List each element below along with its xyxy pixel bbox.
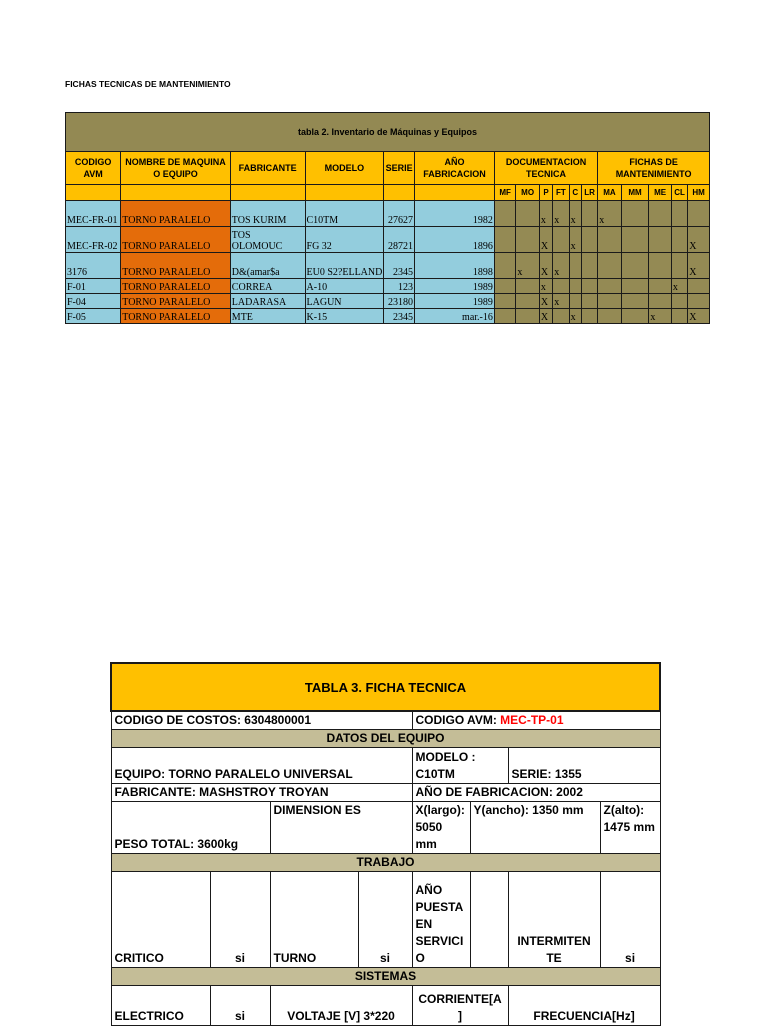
- cell-mark: [569, 279, 581, 294]
- subheader-ft: FT: [553, 185, 569, 201]
- ano-fabricacion: AÑO DE FABRICACION: 2002: [412, 784, 660, 802]
- cell-mark: x: [516, 253, 540, 279]
- table-row: [66, 279, 710, 294]
- subheader-me: ME: [649, 185, 672, 201]
- cell-mark: [688, 201, 710, 227]
- cell-mark: [649, 227, 672, 253]
- fabricante: FABRICANTE: MASHSTROY TROYAN: [111, 784, 412, 802]
- subheader-ma: MA: [598, 185, 622, 201]
- cell-mark: X: [539, 309, 552, 324]
- table-row: [66, 227, 710, 253]
- cell-mark: x: [569, 309, 581, 324]
- serie: SERIE: 1355: [508, 748, 660, 784]
- electrico-label: ELECTRICO: [111, 986, 210, 1026]
- cell-ano: 1989: [415, 294, 495, 309]
- header-ano: AÑO FABRICACION: [415, 152, 495, 185]
- cell-mark: [649, 294, 672, 309]
- cell-codigo: F-04: [66, 294, 121, 309]
- cell-mark: [598, 227, 622, 253]
- cell-ano: 1898: [415, 253, 495, 279]
- section-datos-equipo: DATOS DEL EQUIPO: [111, 730, 660, 748]
- cell-mark: [516, 279, 540, 294]
- subheader-c: C: [569, 185, 581, 201]
- cell-mark: X: [539, 294, 552, 309]
- subheader-cl: CL: [671, 185, 687, 201]
- cell-nombre: TORNO PARALELO: [121, 279, 231, 294]
- cell-codigo: MEC-FR-01: [66, 201, 121, 227]
- cell-mark: X: [688, 253, 710, 279]
- cell-mark: X: [539, 227, 552, 253]
- cell-mark: [671, 253, 687, 279]
- critico-value: si: [210, 872, 270, 968]
- header-serie: SERIE: [384, 152, 415, 185]
- cell-mark: [569, 253, 581, 279]
- cell-modelo: C10TM: [305, 201, 384, 227]
- cell-mark: X: [539, 253, 552, 279]
- cell-mark: [621, 309, 649, 324]
- cell-modelo: K-15: [305, 309, 384, 324]
- cell-ano: 1989: [415, 279, 495, 294]
- cell-modelo: FG 32: [305, 227, 384, 253]
- ficha-tecnica-table: [110, 662, 661, 1026]
- cell-serie: 2345: [384, 309, 415, 324]
- header-modelo: MODELO: [305, 152, 384, 185]
- subheader-blank: [415, 185, 495, 201]
- ficha-title: TABLA 3. FICHA TECNICA: [111, 663, 660, 711]
- cell-mark: [553, 309, 569, 324]
- cell-mark: [494, 201, 515, 227]
- cell-mark: x: [569, 201, 581, 227]
- cell-fabricante: CORREA: [230, 279, 305, 294]
- cell-modelo: LAGUN: [305, 294, 384, 309]
- ano-puesta-label: AÑO PUESTA EN SERVICI O: [412, 872, 470, 968]
- subheader-blank: [305, 185, 384, 201]
- cell-mark: [649, 253, 672, 279]
- cell-mark: X: [688, 227, 710, 253]
- subheader-blank: [121, 185, 231, 201]
- cell-mark: [494, 309, 515, 324]
- cell-codigo: F-01: [66, 279, 121, 294]
- cell-mark: [516, 227, 540, 253]
- cell-nombre: TORNO PARALELO: [121, 309, 231, 324]
- header-fichas: FICHAS DE MANTENIMIENTO: [598, 152, 710, 185]
- cell-mark: X: [688, 309, 710, 324]
- cell-mark: [553, 227, 569, 253]
- cell-mark: [688, 294, 710, 309]
- cell-mark: [671, 294, 687, 309]
- cell-mark: [671, 309, 687, 324]
- cell-mark: [671, 201, 687, 227]
- cell-ano: 1982: [415, 201, 495, 227]
- cell-mark: [688, 279, 710, 294]
- codigo-costos: CODIGO DE COSTOS: 6304800001: [111, 711, 412, 730]
- cell-mark: [598, 279, 622, 294]
- electrico-value: si: [210, 986, 270, 1026]
- cell-codigo: MEC-FR-02: [66, 227, 121, 253]
- cell-mark: [621, 279, 649, 294]
- cell-nombre: TORNO PARALELO: [121, 253, 231, 279]
- cell-mark: [581, 201, 597, 227]
- equipo: EQUIPO: TORNO PARALELO UNIVERSAL: [111, 748, 412, 784]
- cell-fabricante: TOS OLOMOUC: [230, 227, 305, 253]
- cell-mark: [671, 227, 687, 253]
- cell-fabricante: MTE: [230, 309, 305, 324]
- table-row: [66, 309, 710, 324]
- dimension-y: Y(ancho): 1350 mm: [470, 802, 600, 854]
- critico-label: CRITICO: [111, 872, 210, 968]
- turno-value: si: [358, 872, 412, 968]
- cell-mark: x: [539, 201, 552, 227]
- dimension-x: X(largo): 5050 mm: [412, 802, 470, 854]
- cell-serie: 23180: [384, 294, 415, 309]
- cell-serie: 123: [384, 279, 415, 294]
- cell-mark: x: [553, 253, 569, 279]
- cell-serie: 27627: [384, 201, 415, 227]
- header-nombre: NOMBRE DE MAQUINA O EQUIPO: [121, 152, 231, 185]
- subheader-blank: [384, 185, 415, 201]
- header-documentacion: DOCUMENTACION TECNICA: [494, 152, 597, 185]
- cell-mark: [598, 294, 622, 309]
- intermitente-value: si: [600, 872, 660, 968]
- codigo-avm-label: CODIGO AVM:: [415, 713, 497, 727]
- cell-fabricante: TOS KURIM: [230, 201, 305, 227]
- subheader-lr: LR: [581, 185, 597, 201]
- cell-mark: [569, 294, 581, 309]
- table-row: [66, 201, 710, 227]
- cell-mark: [621, 253, 649, 279]
- table-row: [66, 253, 710, 279]
- cell-fabricante: LADARASA: [230, 294, 305, 309]
- intermitente-label: INTERMITEN TE: [508, 872, 600, 968]
- codigo-avm: [412, 711, 660, 730]
- cell-mark: x: [553, 294, 569, 309]
- cell-mark: [621, 227, 649, 253]
- cell-mark: [516, 309, 540, 324]
- cell-mark: [581, 309, 597, 324]
- cell-mark: [494, 279, 515, 294]
- cell-mark: [516, 201, 540, 227]
- cell-modelo: EU0 S2?ELLAND: [305, 253, 384, 279]
- header-fabricante: FABRICANTE: [230, 152, 305, 185]
- cell-mark: [494, 227, 515, 253]
- cell-ano: 1896: [415, 227, 495, 253]
- subheader-mf: MF: [494, 185, 515, 201]
- cell-fabricante: D&(amar$a: [230, 253, 305, 279]
- frecuencia: FRECUENCIA[Hz]: [508, 986, 660, 1026]
- cell-modelo: A-10: [305, 279, 384, 294]
- cell-mark: [581, 227, 597, 253]
- subheader-p: P: [539, 185, 552, 201]
- cell-mark: x: [539, 279, 552, 294]
- header-codigo: CODIGO AVM: [66, 152, 121, 185]
- codigo-avm-value: MEC-TP-01: [500, 713, 564, 727]
- peso-total: PESO TOTAL: 3600kg: [111, 802, 270, 854]
- cell-mark: [581, 253, 597, 279]
- cell-mark: [553, 279, 569, 294]
- document-title: FICHAS TECNICAS DE MANTENIMIENTO: [65, 79, 231, 89]
- cell-nombre: TORNO PARALELO: [121, 201, 231, 227]
- cell-serie: 2345: [384, 253, 415, 279]
- subheader-mo: MO: [516, 185, 540, 201]
- section-sistemas: SISTEMAS: [111, 968, 660, 986]
- dimensiones: DIMENSION ES: [270, 802, 412, 854]
- cell-mark: x: [598, 201, 622, 227]
- inventory-table: [65, 112, 710, 324]
- subheader-blank: [66, 185, 121, 201]
- cell-mark: [494, 294, 515, 309]
- cell-mark: [581, 294, 597, 309]
- cell-mark: [649, 279, 672, 294]
- cell-nombre: TORNO PARALELO: [121, 294, 231, 309]
- cell-mark: x: [671, 279, 687, 294]
- cell-mark: [516, 294, 540, 309]
- inventory-caption: tabla 2. Inventario de Máquinas y Equipos: [66, 113, 710, 152]
- cell-codigo: 3176: [66, 253, 121, 279]
- dimension-z: Z(alto): 1475 mm: [600, 802, 660, 854]
- table-row: [66, 294, 710, 309]
- cell-nombre: TORNO PARALELO: [121, 227, 231, 253]
- cell-mark: [649, 201, 672, 227]
- cell-mark: x: [649, 309, 672, 324]
- cell-mark: [494, 253, 515, 279]
- voltaje: VOLTAJE [V] 3*220: [270, 986, 412, 1026]
- cell-ano: mar.-16: [415, 309, 495, 324]
- subheader-mm: MM: [621, 185, 649, 201]
- cell-mark: [581, 279, 597, 294]
- corriente: CORRIENTE[A ]: [412, 986, 508, 1026]
- section-trabajo: TRABAJO: [111, 854, 660, 872]
- cell-mark: [621, 294, 649, 309]
- cell-codigo: F-05: [66, 309, 121, 324]
- cell-mark: x: [553, 201, 569, 227]
- subheader-blank: [230, 185, 305, 201]
- cell-serie: 28721: [384, 227, 415, 253]
- turno-label: TURNO: [270, 872, 358, 968]
- ano-puesta-value: [470, 872, 508, 968]
- cell-mark: x: [569, 227, 581, 253]
- cell-mark: [621, 201, 649, 227]
- cell-mark: [598, 253, 622, 279]
- cell-mark: [598, 309, 622, 324]
- modelo: MODELO : C10TM: [412, 748, 508, 784]
- subheader-hm: HM: [688, 185, 710, 201]
